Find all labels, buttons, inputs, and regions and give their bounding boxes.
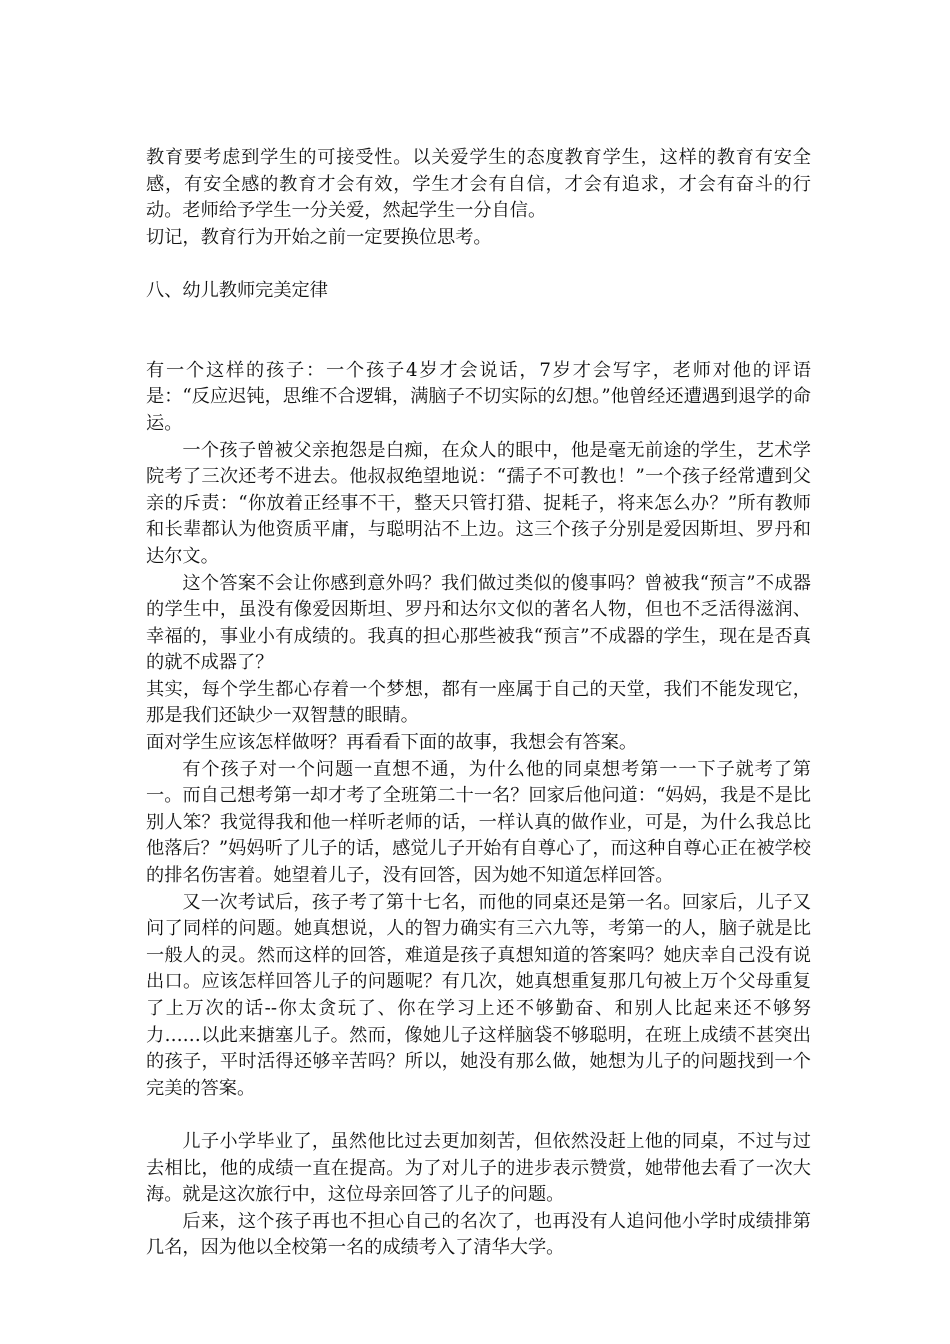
spacer bbox=[146, 251, 811, 278]
intro-paragraph-2: 切记，教育行为开始之前一定要换位思考。 bbox=[146, 226, 492, 248]
body-paragraph-1: 有一个这样的孩子：一个孩子4岁才会说话，7岁才会写字，老师对他的评语是：“反应迟钝，思维不合逻辑，满脑子不切实际的幻想。”他曾经还遭遇到退学的命运。 bbox=[146, 359, 811, 434]
body-paragraph-6: 有个孩子对一个问题一直想不通，为什么他的同桌想考第一一下子就考了第一。而自己想考第一却才考了全班第二十一名？回家后他问道：“妈妈，我是不是比别人笨？我觉得我和他一样听老师的话，一样认真的做作业，可是，为什么我总比他落后？”妈妈听了儿子的话，感觉儿子开始有自尊心了，而这种自尊心正在被学校的排名伤害着。她望着儿子，没有回答，因为她不知道怎样回答。 bbox=[146, 758, 811, 887]
body-paragraph-9: 后来，这个孩子再也不担心自己的名次了，也再没有人追问他小学时成绩排第几名，因为他以全校第一名的成绩考入了清华大学。 bbox=[146, 1210, 811, 1259]
section-heading: 八、幼儿教师完美定律 bbox=[146, 279, 328, 301]
body-paragraph-7: 又一次考试后，孩子考了第十七名，而他的同桌还是第一名。回家后，儿子又问了同样的问题。她真想说，人的智力确实有三六九等，考第一的人，脑子就是比一般人的灵。然而这样的回答，难道是孩子真想知道的答案吗？她庆幸自己没有说出口。应该怎样回答儿子的问题呢？有几次，她真想重复那几句被上万个父母重复了上万次的话--你太贪玩了、你在学习上还不够勤奋、和别人比起来还不够努力……以此来搪塞儿子。然而，像她儿子这样脑袋不够聪明，在班上成绩不甚突出的孩子，平时活得还够辛苦吗？所以，她没有那么做，她想为儿子的问题找到一个完美的答案。 bbox=[146, 891, 811, 1099]
spacer bbox=[146, 305, 811, 332]
intro-paragraph-1: 教育要考虑到学生的可接受性。以关爱学生的态度教育学生，这样的教育有安全感，有安全感的教育才会有效，学生才会有自信，才会有追求，才会有奋斗的行动。老师给予学生一分关爱，然起学生一分自信。 bbox=[146, 147, 811, 222]
body-paragraph-8: 儿子小学毕业了，虽然他比过去更加刻苦，但依然没赶上他的同桌，不过与过去相比，他的成绩一直在提高。为了对儿子的进步表示赞赏，她带他去看了一次大海。就是这次旅行中，这位母亲回答了儿子的问题。 bbox=[146, 1130, 811, 1206]
spacer bbox=[146, 1102, 811, 1129]
body-paragraph-4: 其实，每个学生都心存着一个梦想，都有一座属于自己的天堂，我们不能发现它，那是我们还缺少一双智慧的眼睛。 bbox=[146, 678, 811, 727]
body-paragraph-3: 这个答案不会让你感到意外吗？我们做过类似的傻事吗？曾被我“预言”不成器的学生中，虽没有像爱因斯坦、罗丹和达尔文似的著名人物，但也不乏活得滋润、幸福的，事业小有成绩的。我真的担心那些被我“预言”不成器的学生，现在是否真的就不成器了？ bbox=[146, 572, 811, 674]
body-paragraph-5: 面对学生应该怎样做呀？再看看下面的故事，我想会有答案。 bbox=[146, 732, 638, 754]
spacer bbox=[146, 331, 811, 358]
document-page bbox=[146, 145, 811, 1262]
body-paragraph-2: 一个孩子曾被父亲抱怨是白痴，在众人的眼中，他是毫无前途的学生，艺术学院考了三次还考不进去。他叔叔绝望地说：“孺子不可教也！”一个孩子经常遭到父亲的斥责：“你放着正经事不干，整天只管打猎、捉耗子，将来怎么办？”所有教师和长辈都认为他资质平庸，与聪明沾不上边。这三个孩子分别是爱因斯坦、罗丹和达尔文。 bbox=[146, 439, 811, 567]
